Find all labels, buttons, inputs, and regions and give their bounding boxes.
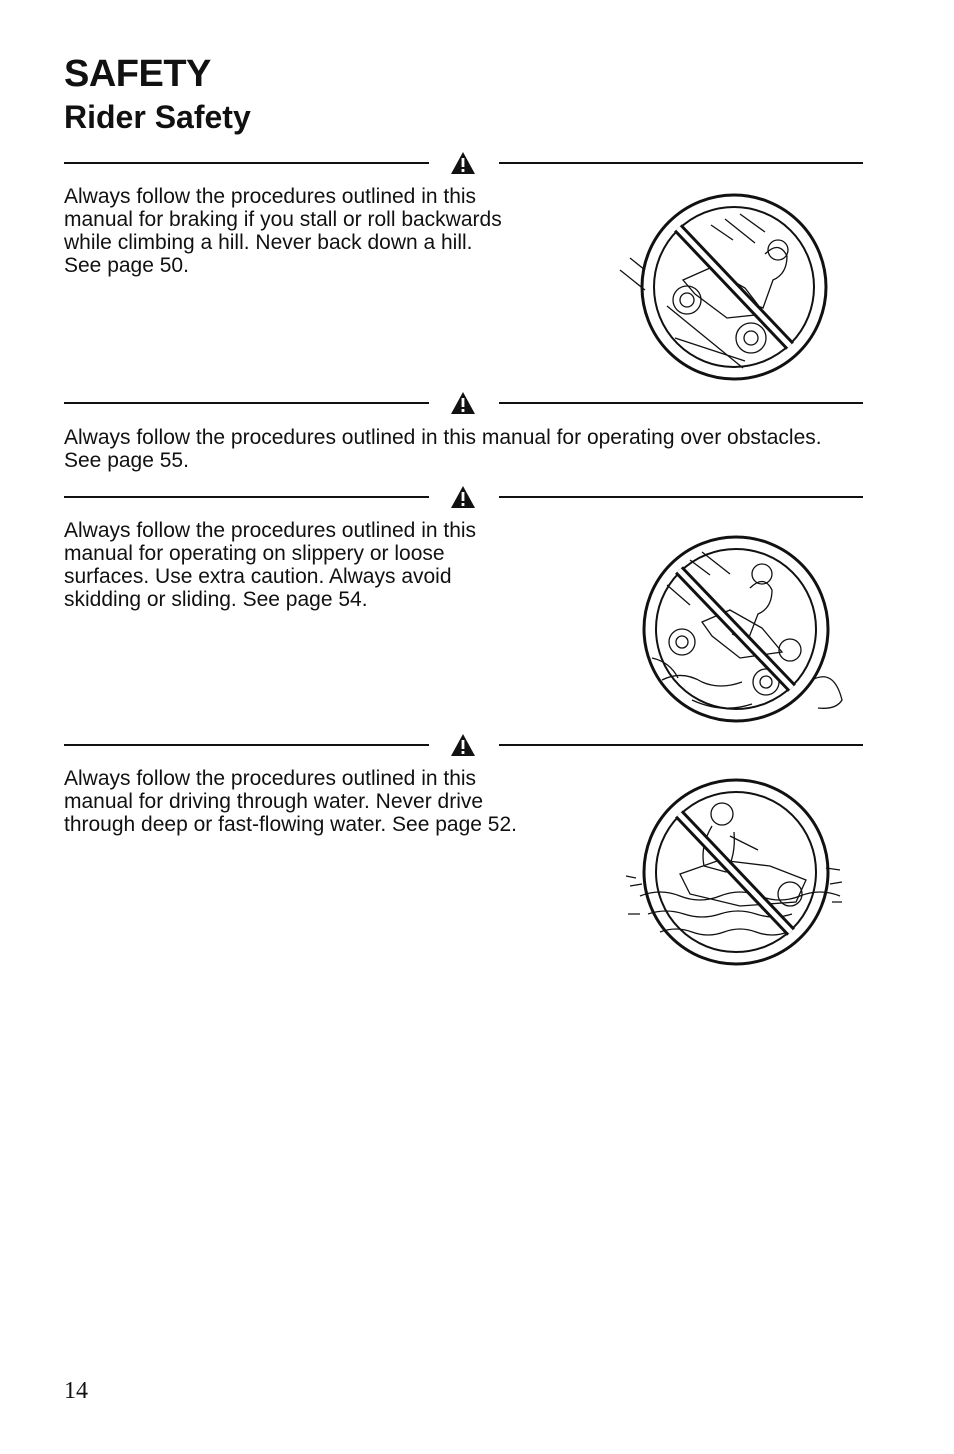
page-title: SAFETY [64,53,211,95]
page-number: 14 [64,1378,88,1404]
warning-divider [64,391,863,415]
warning-text-slippery: Always follow the procedures outlined in this manual for operating on slippery or loose surfaces. Use extra caution. Always avoid skidding or sliding. See page 54. [64,519,477,611]
warning-triangle-icon [450,485,476,509]
no-backing-down-hill-icon [615,188,845,388]
warning-triangle-icon [450,733,476,757]
section-title: Rider Safety [64,99,251,135]
warning-triangle-icon [450,391,476,415]
warning-divider [64,733,863,757]
warning-triangle-icon [450,151,476,175]
warning-divider [64,151,863,175]
warning-text-obstacles: Always follow the procedures outlined in this manual for operating over obstacles. See page 55. [64,426,822,472]
warning-text-hill: Always follow the procedures outlined in this manual for braking if you stall or roll backwards while climbing a hill. Never back down a hill. See page 50. [64,185,502,277]
no-skidding-icon [622,530,850,730]
no-deep-water-icon [620,776,850,972]
warning-divider [64,485,863,509]
warning-text-water: Always follow the procedures outlined in this manual for driving through water. Never drive through deep or fast-flowing water. See page 52. [64,767,517,836]
